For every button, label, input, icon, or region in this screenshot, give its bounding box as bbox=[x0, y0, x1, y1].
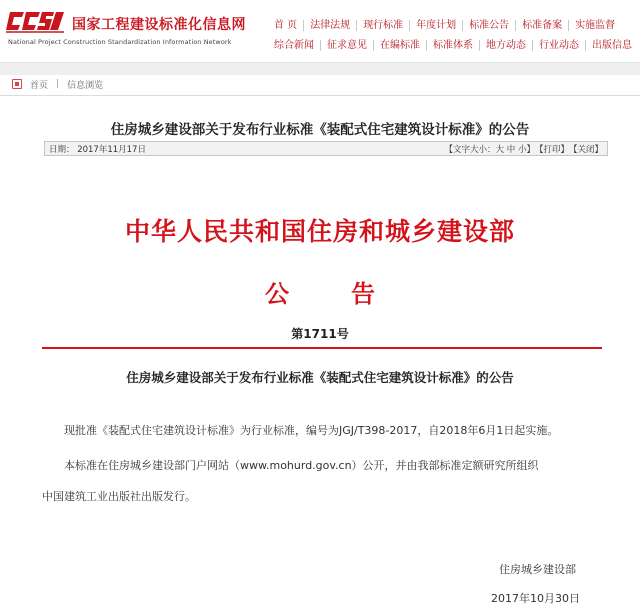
home-icon bbox=[12, 79, 22, 89]
font-size-medium-button[interactable]: 中 bbox=[506, 145, 516, 155]
font-size-small-button[interactable]: 小 bbox=[517, 145, 527, 155]
font-size-large-button[interactable]: 大 bbox=[495, 145, 505, 155]
nav-item-comments[interactable]: 征求意见 bbox=[320, 40, 373, 51]
nav-item-local[interactable]: 地方动态 bbox=[479, 40, 532, 51]
nav-item-laws[interactable]: 法律法规 bbox=[303, 20, 356, 31]
nav-item-current-standards[interactable]: 现行标准 bbox=[356, 20, 409, 31]
nav-item-announcements[interactable]: 标准公告 bbox=[462, 20, 515, 31]
breadcrumb-current[interactable]: 信息浏览 bbox=[67, 80, 104, 91]
logo-subtitle: National Project Construction Standardization Information Network bbox=[8, 38, 232, 46]
breadcrumb-home[interactable]: 首页 bbox=[30, 80, 49, 91]
nav-item-annual-plan[interactable]: 年度计划 bbox=[409, 20, 462, 31]
print-button[interactable]: 【打印】 bbox=[534, 145, 569, 155]
font-size-label: 【文字大小： bbox=[444, 145, 496, 155]
breadcrumb-separator: | bbox=[56, 79, 60, 89]
document-heading: 住房城乡建设部关于发布行业标准《装配式住宅建筑设计标准》的公告 bbox=[126, 370, 514, 385]
red-divider bbox=[42, 347, 602, 349]
ccsn-logo-icon bbox=[6, 8, 66, 34]
close-button[interactable]: 【关闭】 bbox=[568, 145, 603, 155]
signature: 住房城乡建设部 bbox=[499, 563, 576, 576]
body-paragraph-2-continued: 中国建筑工业出版社出版发行。 bbox=[42, 490, 196, 503]
nav-item-industry[interactable]: 行业动态 bbox=[532, 40, 585, 51]
signature-date: 2017年10月30日 bbox=[491, 592, 580, 605]
breadcrumb bbox=[12, 78, 111, 90]
nav-item-news[interactable]: 综合新闻 bbox=[274, 40, 314, 51]
font-size-close: 】 bbox=[526, 145, 535, 155]
document-type: 公告 bbox=[265, 280, 437, 308]
nav-row-2 bbox=[268, 36, 638, 55]
document-number: 第1711号 bbox=[291, 327, 349, 341]
nav-item-drafting[interactable]: 在编标准 bbox=[373, 40, 426, 51]
body-paragraph-2: 本标准在住房城乡建设部门户网站（www.mohurd.gov.cn）公开，并由我部标准定额研究所组织 bbox=[64, 459, 539, 472]
article-date: 日期： 2017年11月17日 bbox=[49, 145, 146, 155]
nav-item-filing[interactable]: 标准备案 bbox=[515, 20, 568, 31]
main-nav bbox=[268, 16, 638, 55]
nav-item-system[interactable]: 标准体系 bbox=[426, 40, 479, 51]
article-tools bbox=[444, 143, 603, 155]
site-logo[interactable] bbox=[6, 8, 246, 52]
divider bbox=[0, 95, 640, 96]
header-strip bbox=[0, 62, 640, 75]
site-header bbox=[0, 0, 640, 58]
body-paragraph-1: 现批准《装配式住宅建筑设计标准》为行业标准，编号为JGJ/T398-2017，自2018年6月1日起实施。 bbox=[64, 424, 559, 437]
nav-item-home[interactable]: 首 页 bbox=[274, 20, 298, 31]
article-meta-bar bbox=[44, 141, 608, 156]
nav-row-1 bbox=[268, 16, 638, 35]
issuing-authority: 中华人民共和国住房和城乡建设部 bbox=[124, 217, 515, 246]
nav-item-supervision[interactable]: 实施监督 bbox=[568, 20, 621, 31]
article-title: 住房城乡建设部关于发布行业标准《装配式住宅建筑设计标准》的公告 bbox=[110, 122, 530, 138]
nav-item-publishing[interactable]: 出版信息 bbox=[585, 40, 638, 51]
logo-title: 国家工程建设标准化信息网 bbox=[72, 17, 246, 33]
